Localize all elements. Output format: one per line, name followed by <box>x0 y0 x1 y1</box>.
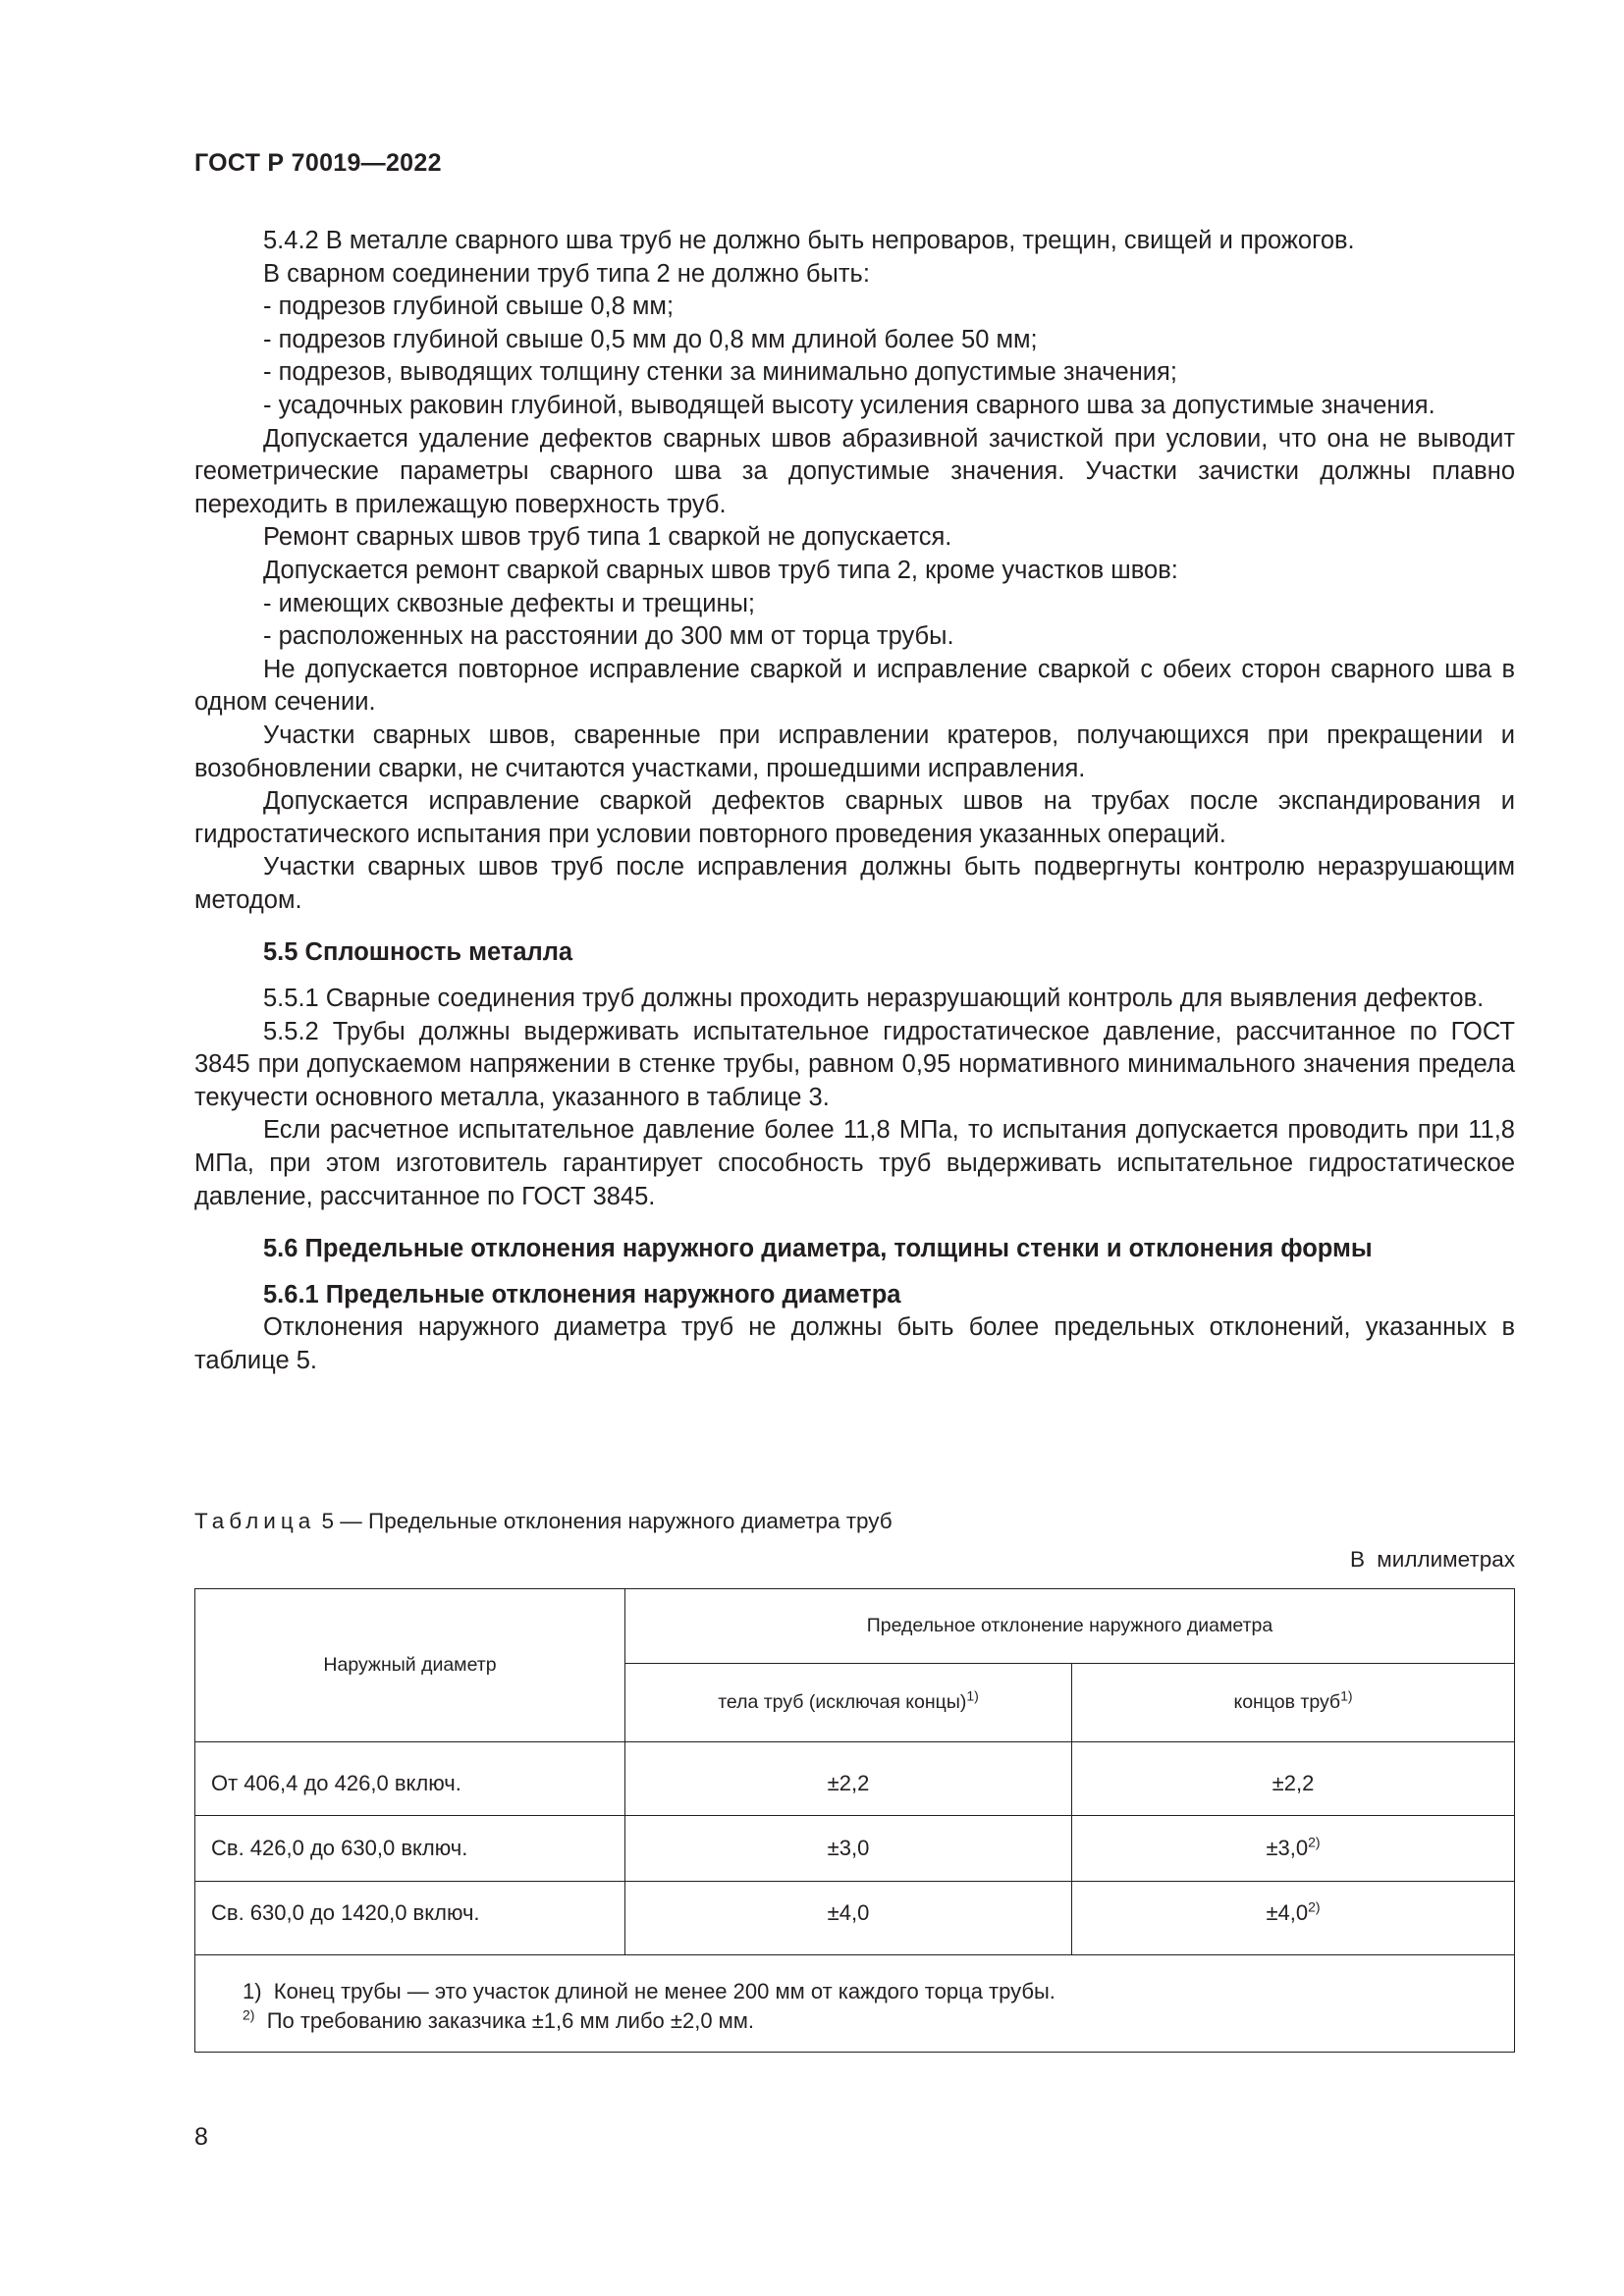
header-deviation-group: Предельное отклонение наружного диаметра <box>625 1589 1515 1664</box>
paragraph: Допускается исправление сваркой дефектов сварных швов на трубах после экспандирования и гидростатического испытания при условии повторного проведения указанных операций. <box>194 787 1515 848</box>
paragraph: Если расчетное испытательное давление более 11,8 МПа, то испытания допускается проводить при 11,8 МПа, при этом изготовитель гарантирует способность труб выдерживать испытательное гидростатическое давление, рассчитанное по ГОСТ 3845. <box>194 1116 1515 1210</box>
cell-body-deviation: ±4,0 <box>625 1882 1072 1955</box>
section-heading: 5.6 Предельные отклонения наружного диаметра, толщины стенки и отклонения формы <box>263 1235 1373 1263</box>
paragraph: Участки сварных швов, сваренные при исправлении кратеров, получающихся при прекращении и возобновлении сварки, не считаются участками, прошедшими исправления. <box>194 721 1515 782</box>
paragraph: 5.5.2 Трубы должны выдерживать испытательное гидростатическое давление, рассчитанное по ГОСТ 3845 при допускаемом напряжении в стенке трубы, равном 0,95 нормативного минимального значения предела текучести основного металла, указанного в таблице 3. <box>194 1017 1515 1111</box>
table-caption-text: 5 — Предельные отклонения наружного диаметра труб <box>321 1509 893 1533</box>
header-diameter: Наружный диаметр <box>195 1589 625 1742</box>
list-item: - имеющих сквозные дефекты и трещины; <box>263 589 755 617</box>
paragraph: Отклонения наружного диаметра труб не должны быть более предельных отклонений, указанных в таблице 5. <box>194 1313 1515 1374</box>
list-item: - усадочных раковин глубиной, выводящей высоту усиления сварного шва за допустимые значения. <box>263 391 1435 419</box>
table-row <box>195 1816 1515 1882</box>
footnote-ref: 1) <box>966 1687 979 1704</box>
page-number: 8 <box>194 2123 208 2151</box>
list-item: - подрезов глубиной свыше 0,5 мм до 0,8 мм длиной более 50 мм; <box>263 325 1038 353</box>
paragraph: Участки сварных швов труб после исправления должны быть подвергнуты контролю неразрушающим методом. <box>194 853 1515 914</box>
table-note: 1) Конец трубы — это участок длиной не менее 200 мм от каждого торца трубы. <box>243 1979 1056 2003</box>
subsection-heading: 5.6.1 Предельные отклонения наружного диаметра <box>263 1280 901 1308</box>
footnote-ref: 2) <box>1308 1898 1321 1915</box>
cell-body-deviation: ±2,2 <box>625 1742 1072 1816</box>
section-heading: 5.5 Сплошность металла <box>263 938 573 967</box>
table-row <box>195 1742 1515 1816</box>
cell-ends-deviation: $\pm 4,0^{2)}$ <box>1072 1882 1515 1955</box>
document-code: ГОСТ Р 70019—2022 <box>194 149 442 177</box>
cell-diameter: От 406,4 до 426,0 включ. <box>195 1742 625 1816</box>
paragraph: 5.5.1 Сварные соединения труб должны проходить неразрушающий контроль для выявления дефектов. <box>263 985 1485 1013</box>
footnote-ref: 1) <box>1340 1687 1353 1704</box>
list-item: - подрезов глубиной свыше 0,8 мм; <box>263 293 675 321</box>
paragraph: Допускается ремонт сваркой сварных швов труб типа 2, кроме участков швов: <box>263 556 1178 584</box>
footnote-ref: 2) <box>1308 1834 1321 1850</box>
list-item: - расположенных на расстоянии до 300 мм от торца трубы. <box>263 622 954 651</box>
table-notes <box>195 1955 1515 2053</box>
table-caption-label: Таблица <box>194 1509 316 1533</box>
deviation-table <box>194 1588 1515 2053</box>
header-ends: концов труб$^{1)}$ <box>1072 1664 1515 1742</box>
document-body <box>194 225 1515 1378</box>
cell-diameter: Св. 630,0 до 1420,0 включ. <box>195 1882 625 1955</box>
cell-body-deviation: ±3,0 <box>625 1816 1072 1882</box>
cell-ends-deviation: $\pm 3,0^{2)}$ <box>1072 1816 1515 1882</box>
paragraph: 5.4.2 В металле сварного шва труб не должно быть непроваров, трещин, свищей и прожогов. <box>263 227 1355 254</box>
paragraph: Ремонт сварных швов труб типа 1 сваркой не допускается. <box>263 523 952 552</box>
table-row <box>195 1882 1515 1955</box>
list-item: - подрезов, выводящих толщину стенки за минимально допустимые значения; <box>263 358 1177 387</box>
table-units: В миллиметрах <box>1350 1547 1515 1572</box>
header-body: тела труб (исключая концы)$^{1)}$ <box>625 1664 1072 1742</box>
cell-ends-deviation: ±2,2 <box>1072 1742 1515 1816</box>
paragraph: Допускается удаление дефектов сварных швов абразивной зачисткой при условии, что она не выводит геометрические параметры сварного шва за допустимые значения. Участки зачистки должны плавно переходить в прилежащую поверхность труб. <box>194 424 1515 518</box>
table-caption <box>194 1509 893 1534</box>
table-note: $^{2)}$ По требованию заказчика ±1,6 мм либо ±2,0 мм. <box>243 2006 755 2033</box>
paragraph: Не допускается повторное исправление сваркой и исправление сваркой с обеих сторон сварного шва в одном сечении. <box>194 655 1515 717</box>
table-notes-row <box>195 1955 1515 2053</box>
paragraph: В сварном соединении труб типа 2 не должно быть: <box>263 259 870 288</box>
cell-diameter: Св. 426,0 до 630,0 включ. <box>195 1816 625 1882</box>
